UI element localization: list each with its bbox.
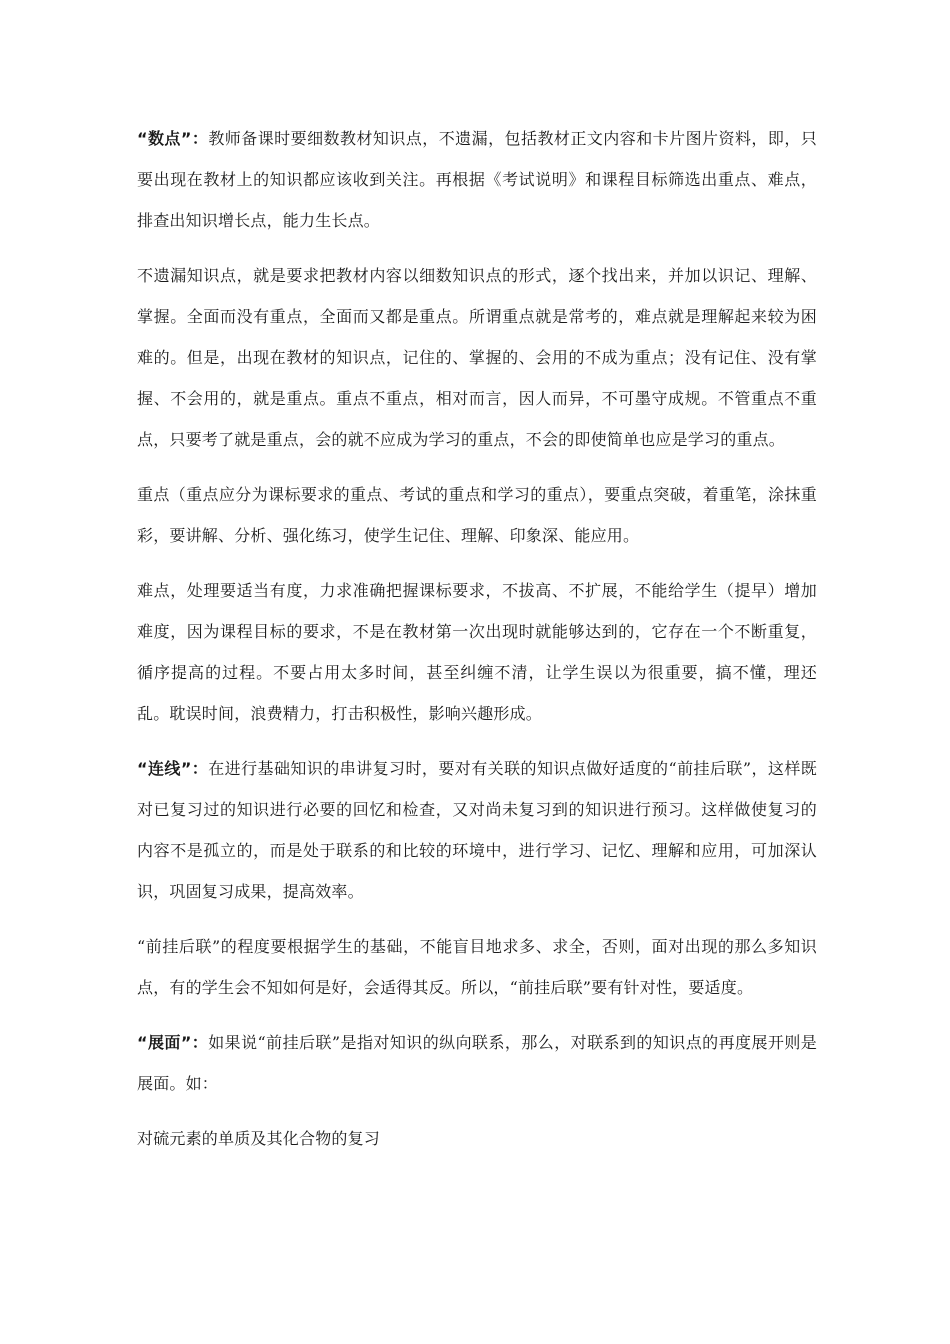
paragraph-qiangua-houlian — [137, 926, 817, 1008]
paragraph-shudian — [137, 118, 817, 241]
paragraph-text: 如果说“前挂后联”是指对知识的纵向联系，那么，对联系到的知识点的再度展开则是展面。如： — [137, 1033, 817, 1093]
paragraph-text: 重点（重点应分为课标要求的重点、考试的重点和学习的重点），要重点突破，着重笔，涂抹重彩，要讲解、分析、强化练习，使学生记住、理解、印象深、能应用。 — [137, 485, 817, 545]
paragraph-text: “前挂后联”的程度要根据学生的基础，不能盲目地求多、求全，否则，面对出现的那么多知识点，有的学生会不知如何是好，会适得其反。所以，“前挂后联”要有针对性，要适度。 — [137, 937, 817, 997]
paragraph-lianxian — [137, 748, 817, 912]
paragraph-no-omission — [137, 255, 817, 460]
paragraph-text: 难点，处理要适当有度，力求准确把握课标要求，不拔高、不扩展，不能给学生（提早）增加难度，因为课程目标的要求，不是在教材第一次出现时就能够达到的，它存在一个不断重复，循序提高的过程。不要占用太多时间，甚至纠缠不清，让学生误以为很重要，搞不懂，理还乱。耽误时间，浪费精力，打击积极性，影响兴趣形成。 — [137, 581, 817, 723]
paragraph-lead: “数点”： — [137, 129, 209, 148]
paragraph-lead: “连线”： — [137, 759, 209, 778]
paragraph-text: 教师备课时要细数教材知识点，不遗漏，包括教材正文内容和卡片图片资料，即，只要出现在教材上的知识都应该收到关注。再根据《考试说明》和课程目标筛选出重点、难点，排查出知识增长点，能力生长点。 — [137, 129, 817, 230]
paragraph-text: 不遗漏知识点，就是要求把教材内容以细数知识点的形式，逐个找出来，并加以识记、理解、掌握。全面而没有重点，全面而又都是重点。所谓重点就是常考的，难点就是理解起来较为困难的。但是，出现在教材的知识点，记住的、掌握的、会用的不成为重点；没有记住、没有掌握、不会用的，就是重点。重点不重点，相对而言，因人而异，不可墨守成规。不管重点不重点，只要考了就是重点，会的就不应成为学习的重点，不会的即使简单也应是学习的重点。 — [137, 266, 817, 449]
paragraph-text: 在进行基础知识的串讲复习时，要对有关联的知识点做好适度的“前挂后联”，这样既对已复习过的知识进行必要的回忆和检查，又对尚未复习到的知识进行预习。这样做使复习的内容不是孤立的，而是处于联系的和比较的环境中，进行学习、记忆、理解和应用，可加深认识，巩固复习成果，提高效率。 — [137, 759, 817, 901]
document-body — [137, 118, 817, 1173]
paragraph-text: 对硫元素的单质及其化合物的复习 — [137, 1129, 381, 1148]
paragraph-lead: “展面”： — [137, 1033, 209, 1052]
paragraph-sulfur-review — [137, 1118, 817, 1159]
paragraph-key-points — [137, 474, 817, 556]
paragraph-difficult-points — [137, 570, 817, 734]
paragraph-zhanmian — [137, 1022, 817, 1104]
